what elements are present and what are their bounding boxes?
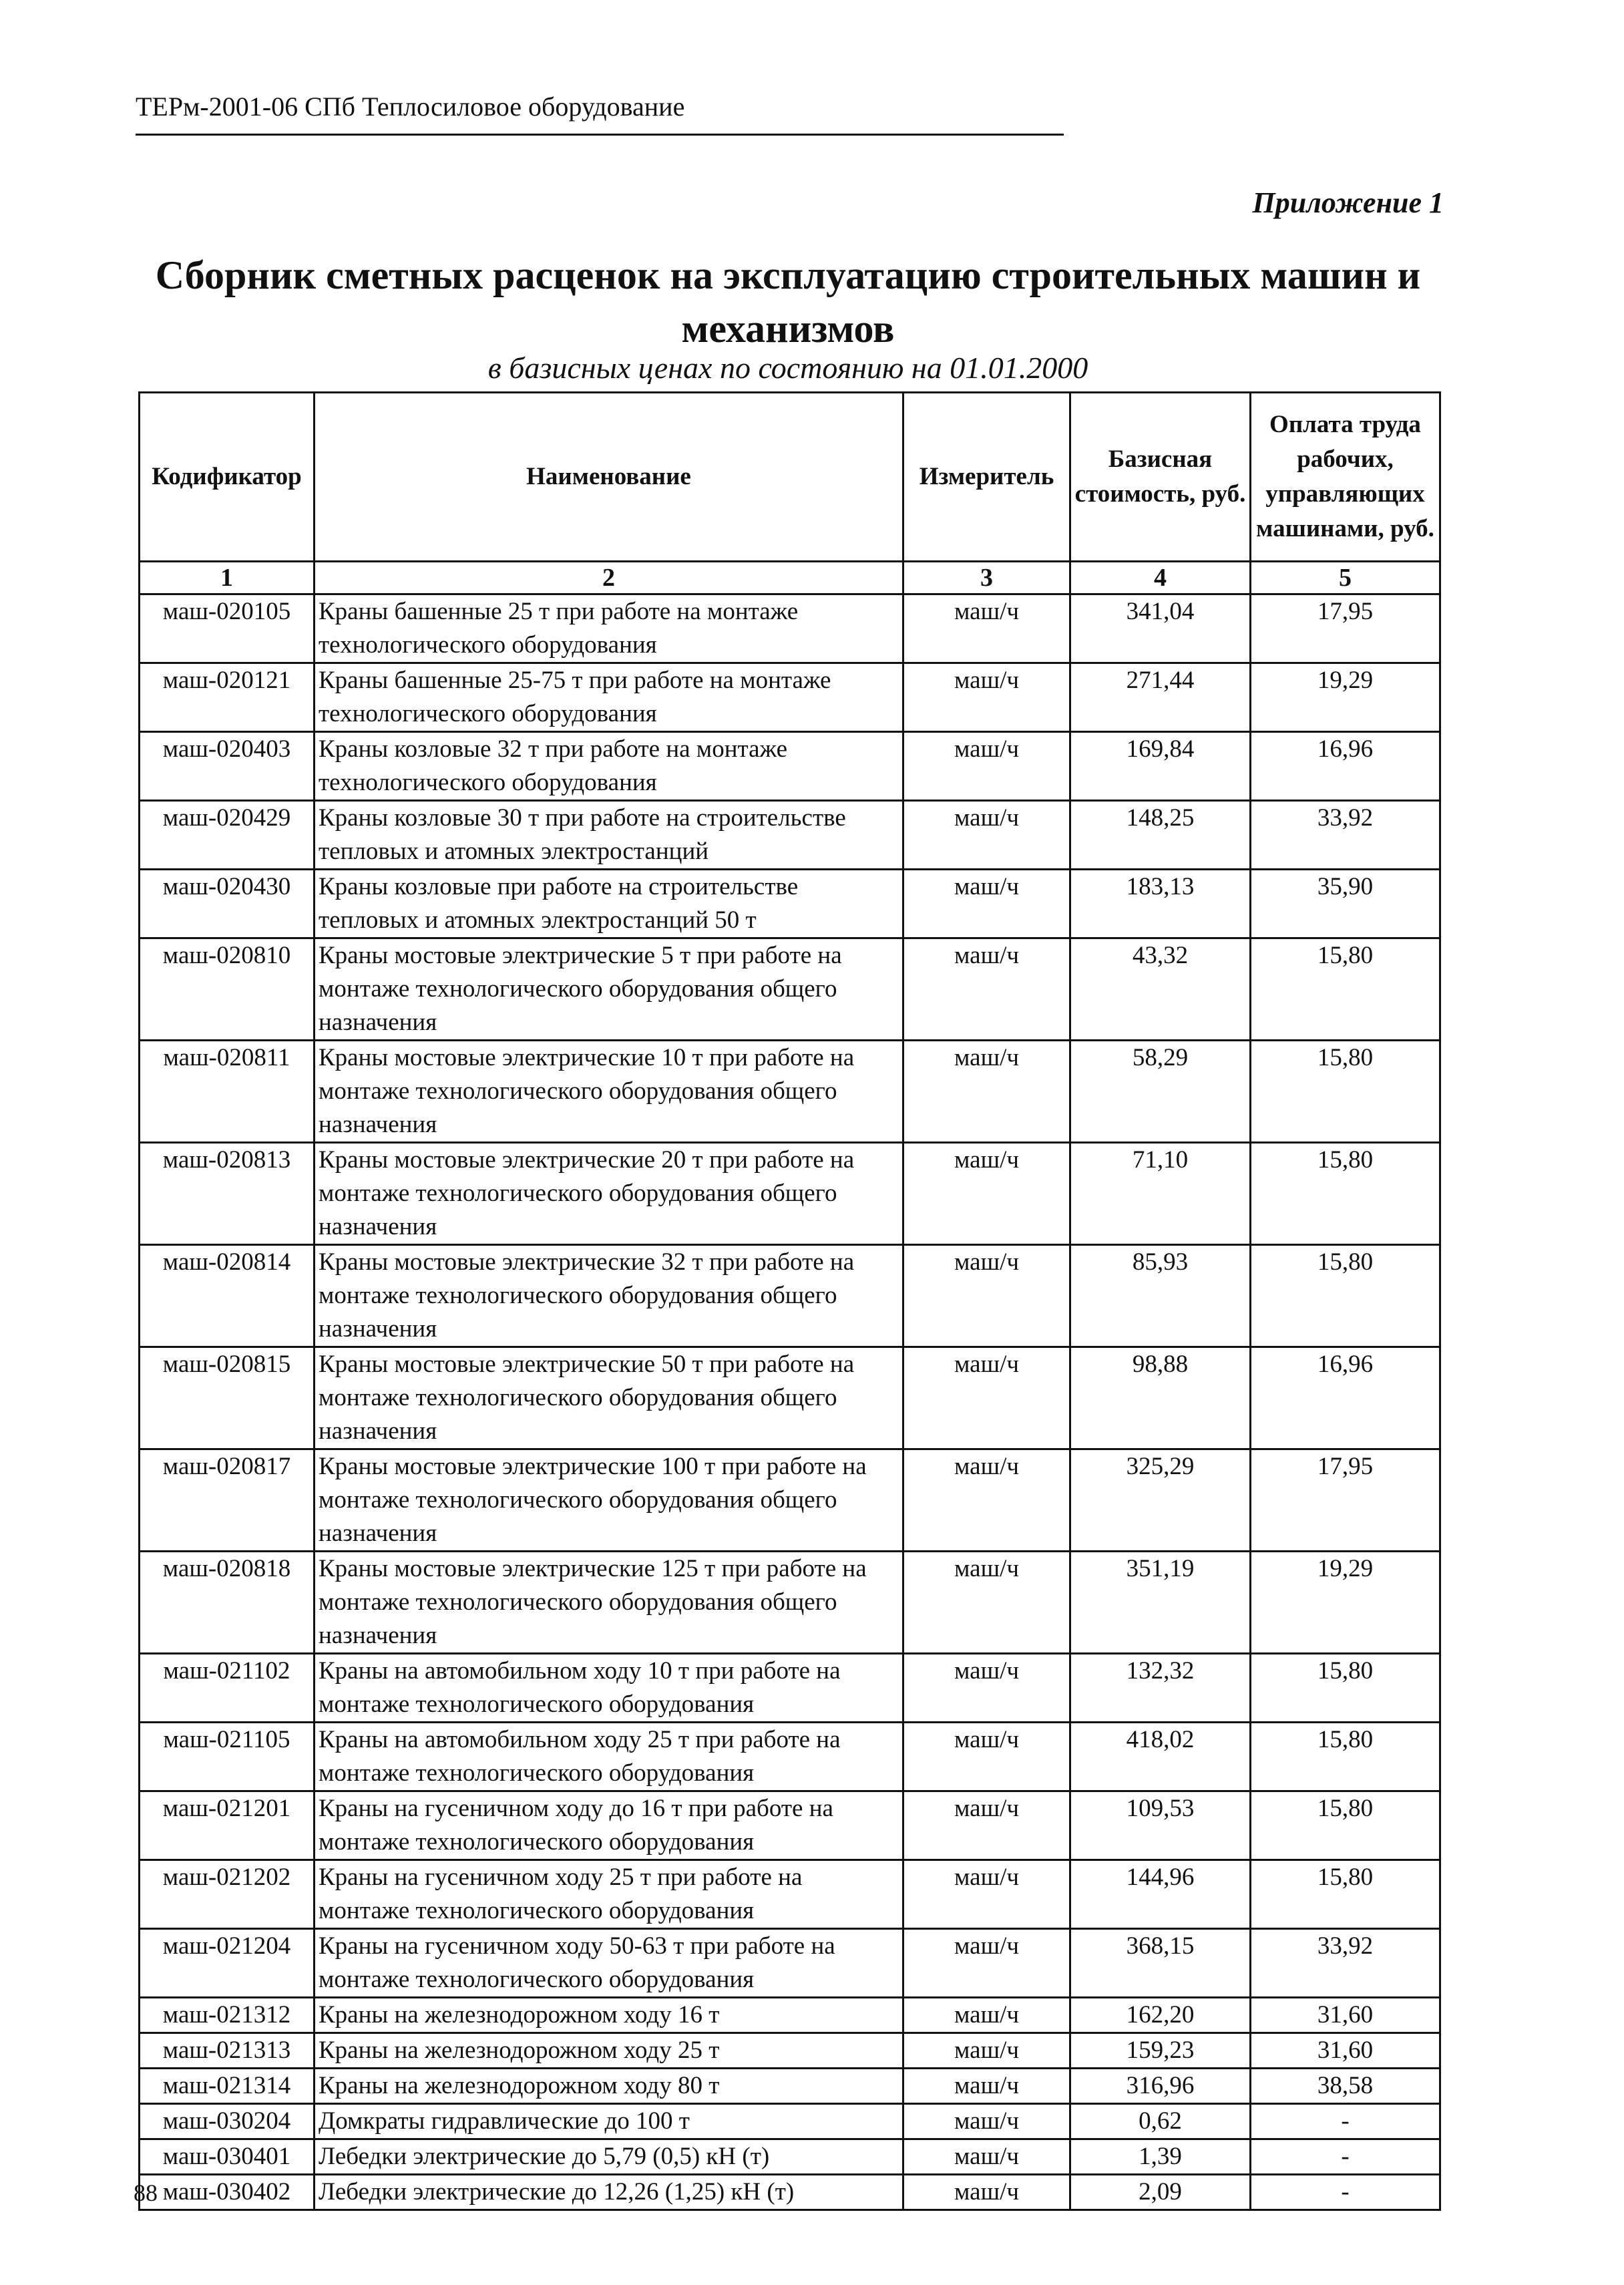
row-name: Краны башенные 25-75 т при работе на монтаже технологического оборудования [315,663,903,732]
row-unit: маш/ч [903,1245,1070,1347]
table-row [140,2104,1440,2139]
table-row [140,2033,1440,2069]
row-cost: 159,23 [1070,2033,1251,2069]
table-row [140,1654,1440,1723]
row-unit: маш/ч [903,1998,1070,2033]
row-name: Краны на автомобильном ходу 25 т при работе на монтаже технологического оборудования [315,1723,903,1791]
header-rule [136,134,1064,136]
row-code: маш-030401 [140,2139,315,2175]
row-wage: - [1251,2104,1440,2139]
row-cost: 2,09 [1070,2175,1251,2210]
row-code: маш-020817 [140,1449,315,1552]
row-cost: 316,96 [1070,2069,1251,2104]
row-wage: 19,29 [1251,663,1440,732]
row-code: маш-021313 [140,2033,315,2069]
price-table [138,391,1441,2211]
row-wage: 15,80 [1251,1143,1440,1245]
row-wage: 17,95 [1251,1449,1440,1552]
row-unit: маш/ч [903,870,1070,938]
row-unit: маш/ч [903,594,1070,663]
row-wage: 33,92 [1251,1929,1440,1998]
appendix-label: Приложение 1 [1252,186,1444,219]
row-wage: 31,60 [1251,2033,1440,2069]
page-title: Сборник сметных расценок на эксплуатацию строительных машин и механизмов [155,253,1421,351]
row-code: маш-020811 [140,1041,315,1143]
column-header-wage: Оплата труда рабочих, управляющих машинами, руб. [1251,393,1440,562]
row-code: маш-020810 [140,938,315,1041]
row-name: Краны мостовые электрические 50 т при работе на монтаже технологического оборудования общего назначения [315,1347,903,1449]
row-unit: маш/ч [903,1791,1070,1860]
row-cost: 418,02 [1070,1723,1251,1791]
row-name: Краны мостовые электрические 10 т при работе на монтаже технологического оборудования общего назначения [315,1041,903,1143]
table-row [140,1860,1440,1929]
table-row [140,1723,1440,1791]
column-number-row [140,562,1440,594]
row-unit: маш/ч [903,1654,1070,1723]
table-row [140,732,1440,801]
row-code: маш-021314 [140,2069,315,2104]
table-row [140,1143,1440,1245]
table-row [140,938,1440,1041]
table-row [140,1791,1440,1860]
table-row [140,1347,1440,1449]
row-cost: 132,32 [1070,1654,1251,1723]
row-code: маш-020430 [140,870,315,938]
row-wage: 19,29 [1251,1552,1440,1654]
row-code: маш-030402 [140,2175,315,2210]
row-wage: 15,80 [1251,1245,1440,1347]
column-header-name: Наименование [315,393,903,562]
table-row [140,1245,1440,1347]
row-code: маш-021105 [140,1723,315,1791]
row-code: маш-020429 [140,801,315,870]
row-name: Краны на железнодорожном ходу 16 т [315,1998,903,2033]
row-cost: 144,96 [1070,1860,1251,1929]
column-header-cost: Базисная стоимость, руб. [1070,393,1251,562]
row-name: Краны на гусеничном ходу 25 т при работе на монтаже технологического оборудования [315,1860,903,1929]
column-number: 4 [1070,562,1251,594]
row-cost: 71,10 [1070,1143,1251,1245]
row-name: Краны мостовые электрические 20 т при работе на монтаже технологического оборудования общего назначения [315,1143,903,1245]
row-cost: 85,93 [1070,1245,1251,1347]
row-name: Краны на железнодорожном ходу 25 т [315,2033,903,2069]
row-cost: 325,29 [1070,1449,1251,1552]
row-code: маш-020403 [140,732,315,801]
row-name: Лебедки электрические до 12,26 (1,25) кН (т) [315,2175,903,2210]
row-code: маш-021312 [140,1998,315,2033]
row-unit: маш/ч [903,938,1070,1041]
row-cost: 368,15 [1070,1929,1251,1998]
page-subtitle: в базисных ценах по состоянию на 01.01.2000 [487,351,1088,385]
row-name: Краны козловые при работе на строительстве тепловых и атомных электростанций 50 т [315,870,903,938]
table-row [140,1449,1440,1552]
row-unit: маш/ч [903,2175,1070,2210]
row-cost: 109,53 [1070,1791,1251,1860]
row-unit: маш/ч [903,1449,1070,1552]
row-code: маш-021204 [140,1929,315,1998]
row-name: Краны мостовые электрические 32 т при работе на монтаже технологического оборудования общего назначения [315,1245,903,1347]
row-code: маш-020815 [140,1347,315,1449]
row-code: маш-021201 [140,1791,315,1860]
row-cost: 162,20 [1070,1998,1251,2033]
row-code: маш-020121 [140,663,315,732]
row-cost: 1,39 [1070,2139,1251,2175]
row-name: Краны мостовые электрические 125 т при работе на монтаже технологического оборудования общего назначения [315,1552,903,1654]
row-wage: 15,80 [1251,1654,1440,1723]
row-unit: маш/ч [903,663,1070,732]
row-code: маш-021102 [140,1654,315,1723]
row-name: Краны на гусеничном ходу до 16 т при работе на монтаже технологического оборудования [315,1791,903,1860]
row-name: Краны на железнодорожном ходу 80 т [315,2069,903,2104]
row-code: маш-020105 [140,594,315,663]
row-unit: маш/ч [903,2069,1070,2104]
row-cost: 148,25 [1070,801,1251,870]
row-wage: 15,80 [1251,1860,1440,1929]
row-name: Краны мостовые электрические 100 т при работе на монтаже технологического оборудования общего назначения [315,1449,903,1552]
table-row [140,2175,1440,2210]
row-wage: 15,80 [1251,1723,1440,1791]
table-row [140,663,1440,732]
column-number: 2 [315,562,903,594]
row-code: маш-021202 [140,1860,315,1929]
page-number: 88 [134,2179,158,2206]
document-header: ТЕРм-2001-06 СПб Теплосиловое оборудование [136,92,685,122]
row-wage: 17,95 [1251,594,1440,663]
row-unit: маш/ч [903,1723,1070,1791]
table-row [140,1998,1440,2033]
row-wage: - [1251,2139,1440,2175]
row-cost: 351,19 [1070,1552,1251,1654]
table-row [140,2139,1440,2175]
row-wage: 16,96 [1251,1347,1440,1449]
row-cost: 0,62 [1070,2104,1251,2139]
row-wage: 16,96 [1251,732,1440,801]
row-cost: 98,88 [1070,1347,1251,1449]
table-header-row [140,393,1440,562]
table-row [140,1552,1440,1654]
row-unit: маш/ч [903,2139,1070,2175]
row-wage: 15,80 [1251,938,1440,1041]
row-name: Краны на автомобильном ходу 10 т при работе на монтаже технологического оборудования [315,1654,903,1723]
row-unit: маш/ч [903,2033,1070,2069]
row-name: Краны козловые 30 т при работе на строительстве тепловых и атомных электростанций [315,801,903,870]
row-unit: маш/ч [903,1143,1070,1245]
row-code: маш-020813 [140,1143,315,1245]
table-body [140,594,1440,2210]
column-header-unit: Измеритель [903,393,1070,562]
row-cost: 271,44 [1070,663,1251,732]
table-row [140,801,1440,870]
row-code: маш-020814 [140,1245,315,1347]
row-name: Краны на гусеничном ходу 50-63 т при работе на монтаже технологического оборудования [315,1929,903,1998]
table-row [140,1041,1440,1143]
row-cost: 43,32 [1070,938,1251,1041]
row-name: Краны козловые 32 т при работе на монтаже технологического оборудования [315,732,903,801]
row-code: маш-030204 [140,2104,315,2139]
column-number: 3 [903,562,1070,594]
row-unit: маш/ч [903,1347,1070,1449]
table-row [140,870,1440,938]
row-name: Домкраты гидравлические до 100 т [315,2104,903,2139]
row-code: маш-020818 [140,1552,315,1654]
row-cost: 183,13 [1070,870,1251,938]
row-cost: 341,04 [1070,594,1251,663]
row-cost: 169,84 [1070,732,1251,801]
table-row [140,594,1440,663]
row-unit: маш/ч [903,1860,1070,1929]
row-unit: маш/ч [903,2104,1070,2139]
column-header-code: Кодификатор [140,393,315,562]
row-unit: маш/ч [903,801,1070,870]
row-cost: 58,29 [1070,1041,1251,1143]
row-wage: 15,80 [1251,1791,1440,1860]
row-wage: - [1251,2175,1440,2210]
row-wage: 33,92 [1251,801,1440,870]
column-number: 5 [1251,562,1440,594]
column-number: 1 [140,562,315,594]
row-unit: маш/ч [903,1552,1070,1654]
row-name: Краны башенные 25 т при работе на монтаже технологического оборудования [315,594,903,663]
row-unit: маш/ч [903,732,1070,801]
row-unit: маш/ч [903,1929,1070,1998]
row-wage: 31,60 [1251,1998,1440,2033]
row-wage: 35,90 [1251,870,1440,938]
row-wage: 15,80 [1251,1041,1440,1143]
row-name: Краны мостовые электрические 5 т при работе на монтаже технологического оборудования общего назначения [315,938,903,1041]
table-row [140,1929,1440,1998]
row-wage: 38,58 [1251,2069,1440,2104]
row-unit: маш/ч [903,1041,1070,1143]
row-name: Лебедки электрические до 5,79 (0,5) кН (т) [315,2139,903,2175]
table-row [140,2069,1440,2104]
